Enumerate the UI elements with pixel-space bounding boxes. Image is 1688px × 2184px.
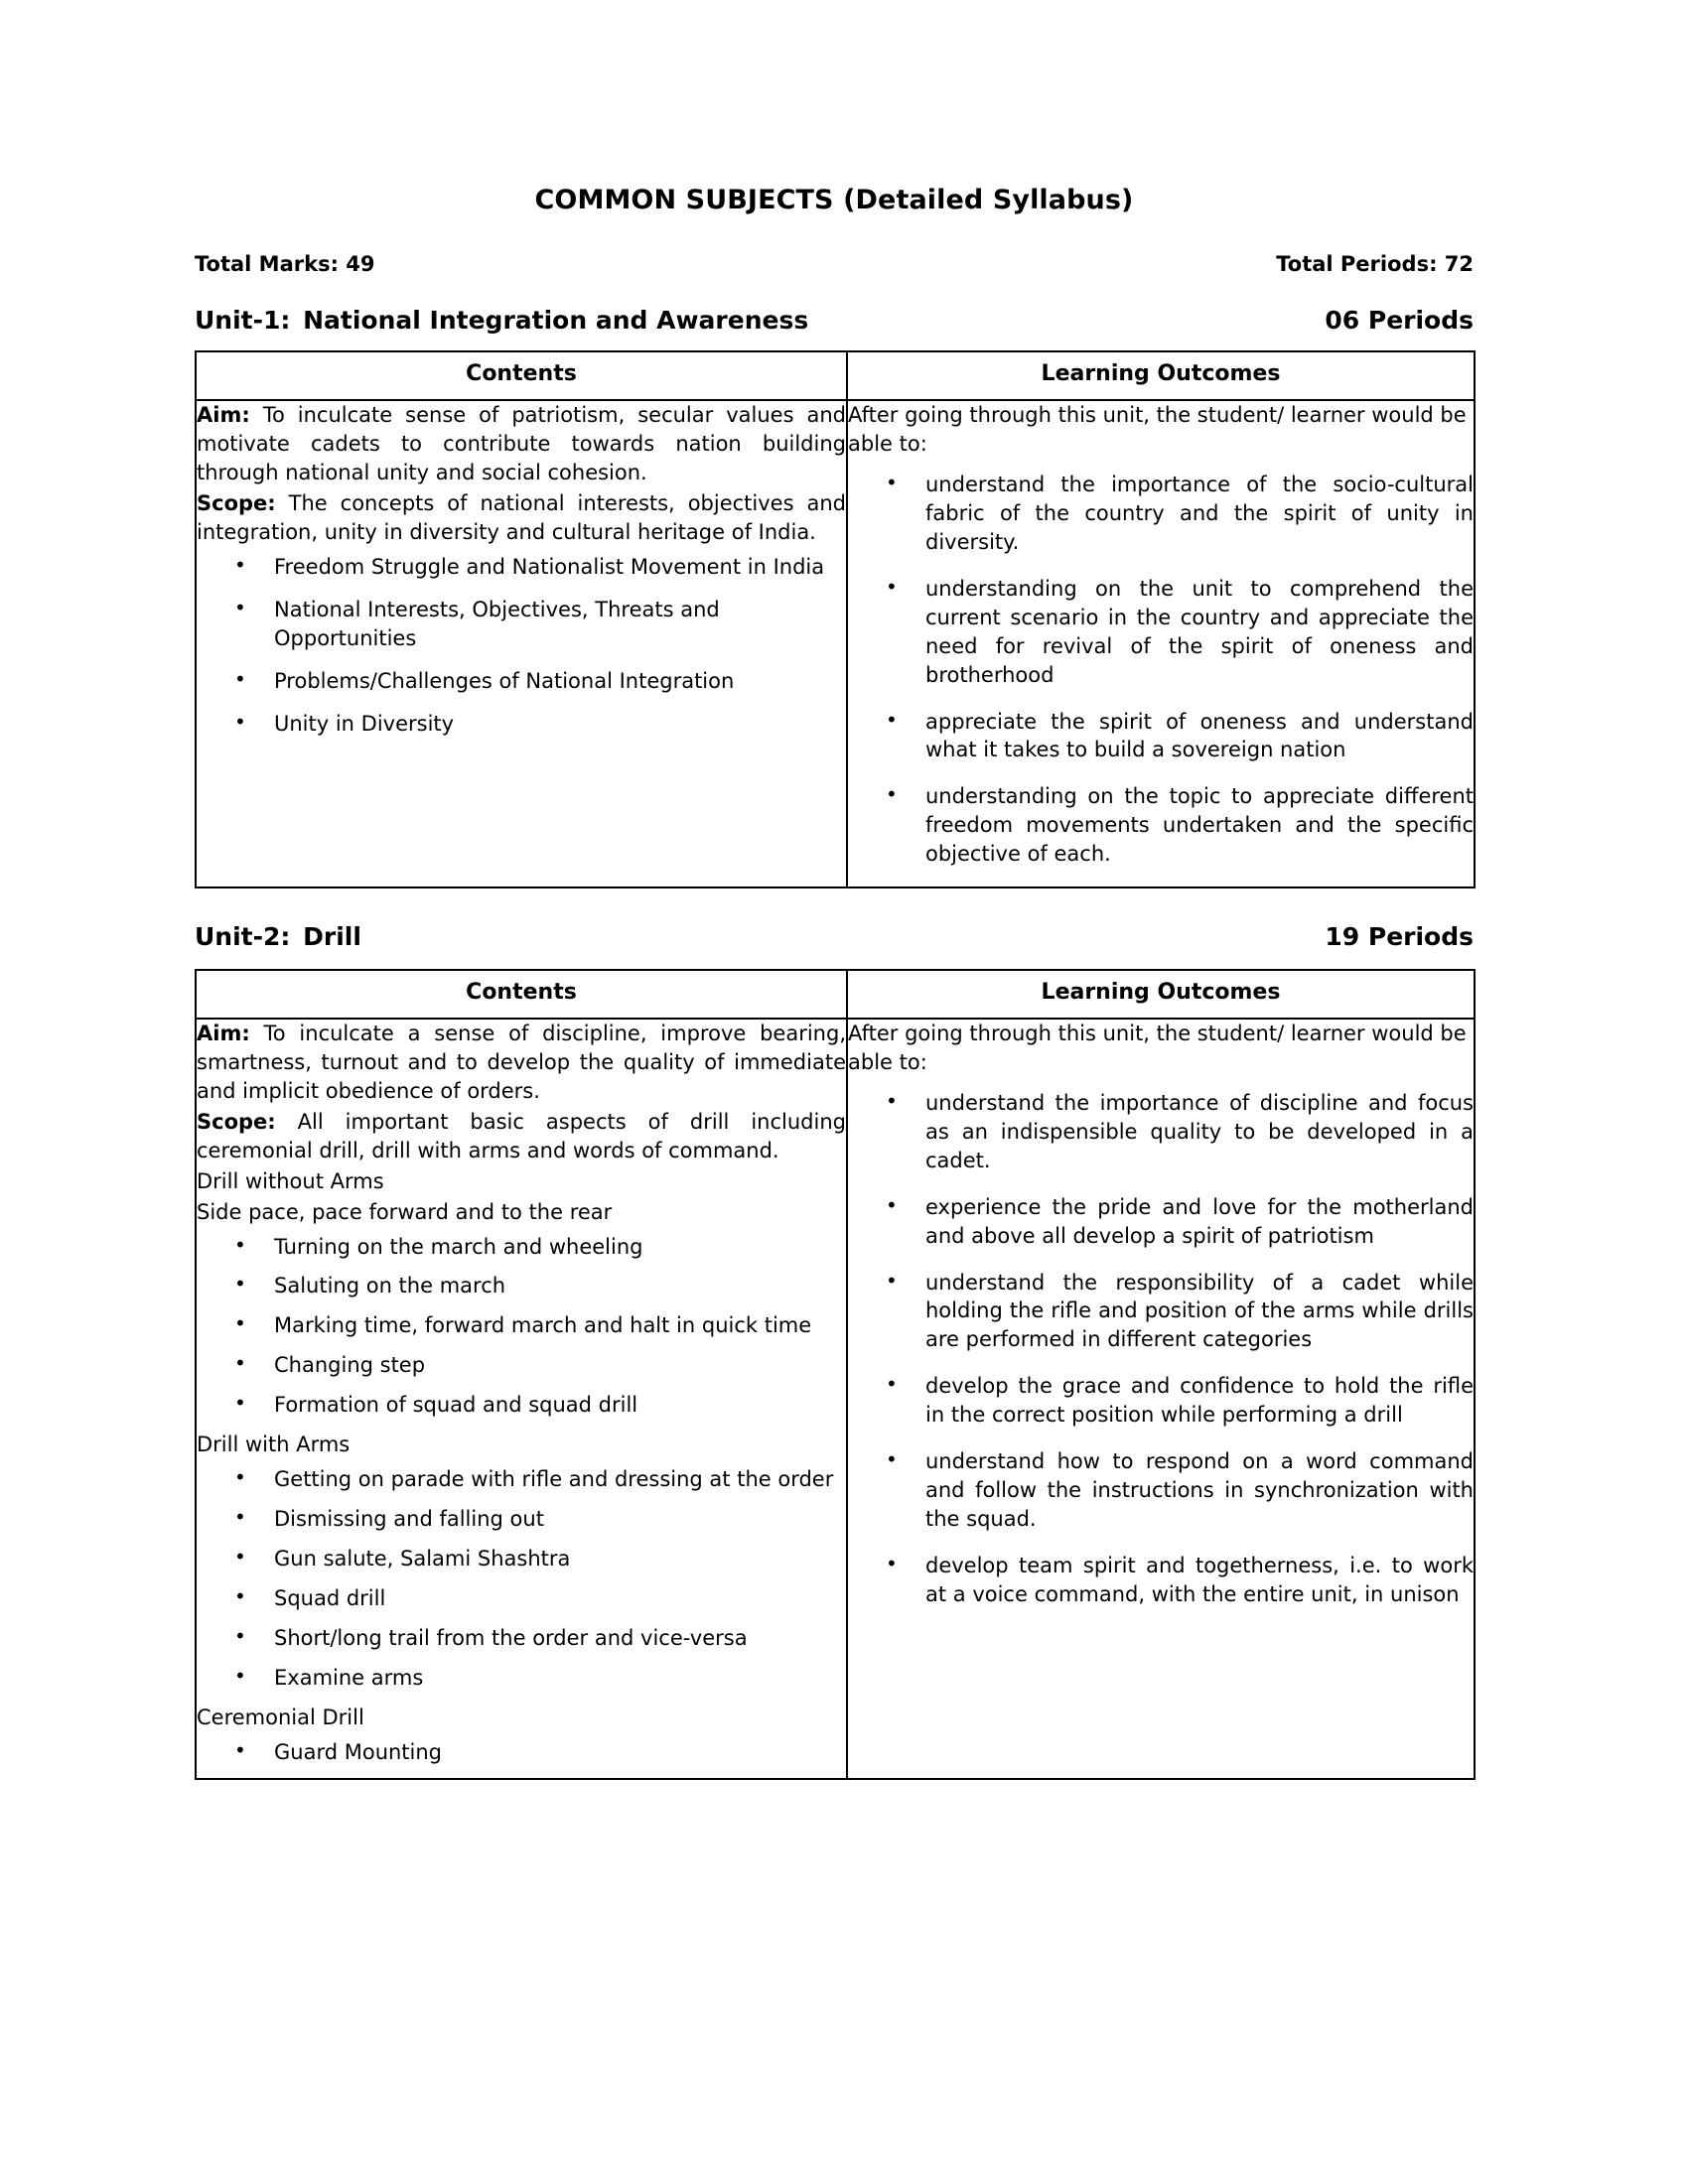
column-header-contents: Contents	[196, 970, 847, 1018]
unit-1-contents-cell	[196, 400, 847, 888]
unit-2-outcomes-cell	[847, 1019, 1475, 1779]
list-item: • Saluting on the march	[197, 1272, 846, 1300]
marks-periods-row	[195, 252, 1474, 276]
list-item: • Guard Mounting	[197, 1738, 846, 1767]
unit-2-contents-cell	[196, 1019, 847, 1779]
unit-2-number: Unit-2:	[195, 922, 291, 952]
unit-2-outcomes-list	[848, 1089, 1474, 1610]
list-item: • appreciate the spirit of oneness and understand what it takes to build a sovereign nation	[848, 708, 1474, 765]
unit-1-heading	[195, 306, 1474, 335]
column-header-contents: Contents	[196, 351, 847, 399]
list-item: • Marking time, forward march and halt in quick time	[197, 1311, 846, 1340]
list-item: • Dismissing and falling out	[197, 1505, 846, 1534]
list-item: • Getting on parade with rifle and dressing at the order	[197, 1465, 846, 1494]
list-item: • Turning on the march and wheeling	[197, 1233, 846, 1262]
unit-1-aim-paragraph	[197, 401, 846, 487]
column-header-learning-outcomes: Learning Outcomes	[847, 351, 1475, 399]
page-title: COMMON SUBJECTS (Detailed Syllabus)	[534, 185, 1134, 215]
list-item: • understand the importance of discipline and focus as an indispensible quality to be developed in a cadet.	[848, 1089, 1474, 1175]
unit-2-name: Drill	[303, 922, 361, 952]
list-item: • develop the grace and confidence to hold the rifle in the correct position while performing a drill	[848, 1372, 1474, 1430]
unit-1-scope-label: Scope:	[197, 490, 276, 515]
list-item: • Problems/Challenges of National Integration	[197, 667, 846, 696]
unit-1-name: National Integration and Awareness	[303, 306, 809, 336]
list-item: • develop team spirit and togetherness, i.e. to work at a voice command, with the entire unit, in unison	[848, 1552, 1474, 1609]
table-header-row	[196, 970, 1475, 1018]
list-item: • Examine arms	[197, 1664, 846, 1693]
unit-1-outcomes-list	[848, 471, 1474, 870]
unit-1-scope-paragraph	[197, 489, 846, 547]
unit-2-periods: 19 Periods	[1325, 922, 1474, 952]
column-header-learning-outcomes: Learning Outcomes	[847, 970, 1475, 1018]
list-item: • National Interests, Objectives, Threats and Opportunities	[197, 596, 846, 653]
list-item: • Unity in Diversity	[197, 710, 846, 739]
unit-2-aim-text: To inculcate a sense of discipline, improve bearing, smartness, turnout and to develop the quality of immediate and implicit obedience of orders.	[197, 1021, 846, 1103]
unit-2-scope-label: Scope:	[197, 1109, 276, 1134]
list-item: • understand how to respond on a word command and follow the instructions in synchronization with the squad.	[848, 1447, 1474, 1534]
unit-2-section-0-list	[197, 1233, 846, 1421]
unit-2-section-2-list	[197, 1738, 846, 1767]
page-content	[195, 0, 1474, 1780]
unit-2-scope-text: All important basic aspects of drill including ceremonial drill, drill with arms and words of command.	[197, 1109, 846, 1162]
unit-2-scope-paragraph	[197, 1108, 846, 1165]
list-item: • understanding on the unit to comprehend the current scenario in the country and appreciate the need for revival of the spirit of oneness and brotherhood	[848, 575, 1474, 690]
unit-2-table	[195, 969, 1476, 1780]
total-marks-label: Total Marks: 49	[195, 252, 375, 277]
unit-2-aim-paragraph	[197, 1020, 846, 1106]
table-row	[196, 1019, 1475, 1779]
list-item: • Changing step	[197, 1351, 846, 1380]
unit-2-outcomes-lead: After going through this unit, the student/ learner would be able to:	[848, 1021, 1467, 1074]
list-item: • understand the importance of the socio-cultural fabric of the country and the spirit of unity in diversity.	[848, 471, 1474, 557]
list-item: • Formation of squad and squad drill	[197, 1391, 846, 1420]
unit-2-title	[195, 922, 361, 951]
unit-2-section-0-heading: Drill without Arms	[197, 1168, 384, 1193]
unit-1-scope-text: The concepts of national interests, objectives and integration, unity in diversity and cultural heritage of India.	[197, 490, 846, 544]
unit-1-number: Unit-1:	[195, 306, 291, 336]
unit-2-section-2-heading: Ceremonial Drill	[197, 1706, 364, 1730]
list-item: • experience the pride and love for the motherland and above all develop a spirit of patriotism	[848, 1193, 1474, 1251]
list-item: • Freedom Struggle and Nationalist Movement in India	[197, 553, 846, 582]
unit-2-section-0-intro: Side pace, pace forward and to the rear	[197, 1199, 613, 1224]
unit-1-outcomes-lead: After going through this unit, the student/ learner would be able to:	[848, 402, 1467, 456]
unit-2-aim-label: Aim:	[197, 1021, 250, 1045]
unit-1-title	[195, 306, 808, 335]
list-item: • Gun salute, Salami Shashtra	[197, 1545, 846, 1573]
unit-1-contents-list	[197, 553, 846, 739]
total-periods-label: Total Periods: 72	[1276, 252, 1474, 277]
unit-1-outcomes-cell	[847, 400, 1475, 888]
table-row	[196, 400, 1475, 888]
list-item: • understand the responsibility of a cadet while holding the rifle and position of the arms while drills are performed in different categories	[848, 1269, 1474, 1355]
list-item: • understanding on the topic to appreciate different freedom movements undertaken and the specific objective of each.	[848, 782, 1474, 869]
unit-2-section-1-list	[197, 1465, 846, 1693]
unit-2-section-1-heading: Drill with Arms	[197, 1433, 351, 1457]
unit-1-periods: 06 Periods	[1325, 306, 1474, 336]
table-header-row	[196, 351, 1475, 399]
unit-1-table	[195, 350, 1476, 888]
unit-1-aim-label: Aim:	[197, 402, 250, 427]
unit-2-heading	[195, 922, 1474, 951]
list-item: • Short/long trail from the order and vice-versa	[197, 1624, 846, 1653]
list-item: • Squad drill	[197, 1584, 846, 1613]
unit-1-aim-text: To inculcate sense of patriotism, secular values and motivate cadets to contribute towards nation building through national unity and social cohesion.	[197, 402, 846, 484]
